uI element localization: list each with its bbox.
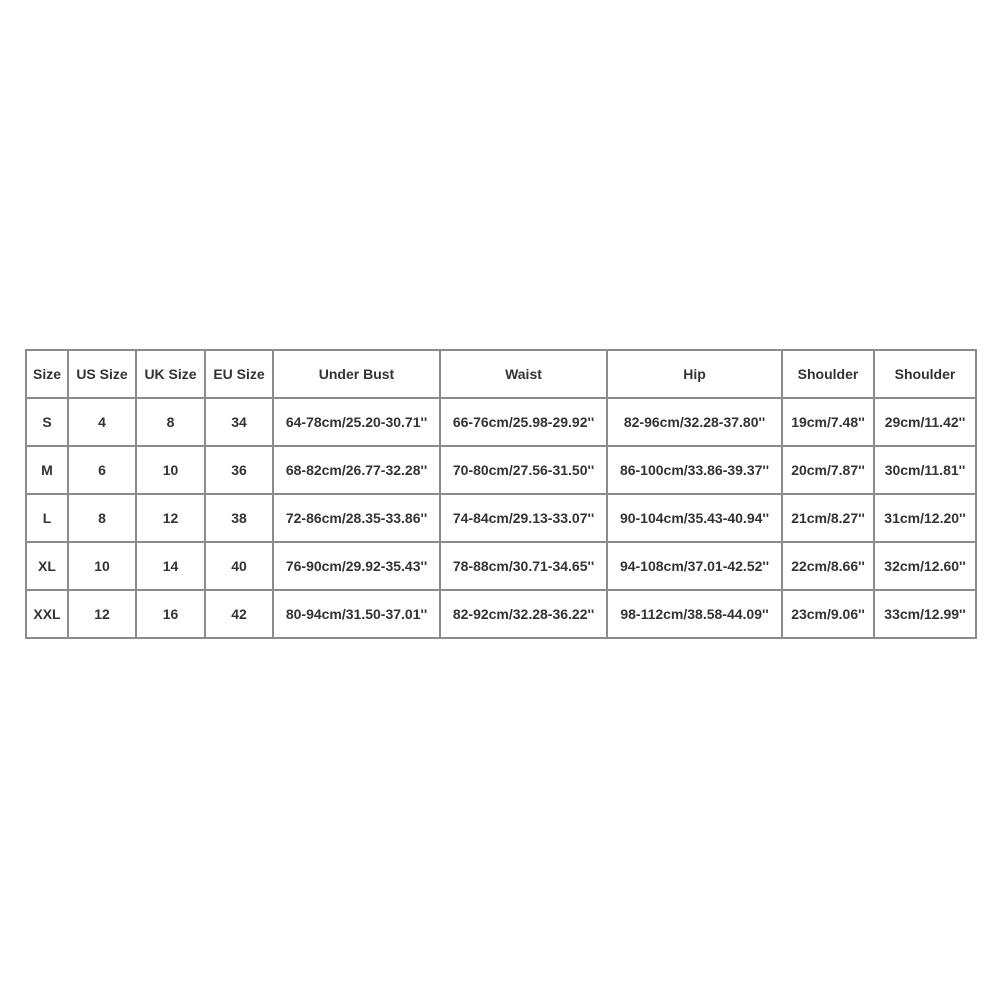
cell-uk-size: 14 [136,542,205,590]
cell-uk-size: 12 [136,494,205,542]
cell-waist: 78-88cm/30.71-34.65'' [440,542,607,590]
size-chart-table [25,349,977,639]
header-uk-size: UK Size [136,350,205,398]
cell-eu-size: 40 [205,542,273,590]
cell-uk-size: 16 [136,590,205,638]
cell-under-bust: 80-94cm/31.50-37.01'' [273,590,440,638]
cell-waist: 66-76cm/25.98-29.92'' [440,398,607,446]
header-hip: Hip [607,350,782,398]
cell-us-size: 4 [68,398,136,446]
cell-eu-size: 42 [205,590,273,638]
table-row [26,494,976,542]
header-us-size: US Size [68,350,136,398]
cell-shoulder: 23cm/9.06'' [782,590,874,638]
header-under-bust: Under Bust [273,350,440,398]
header-waist: Waist [440,350,607,398]
cell-eu-size: 34 [205,398,273,446]
table-row [26,398,976,446]
cell-waist: 70-80cm/27.56-31.50'' [440,446,607,494]
cell-size: S [26,398,68,446]
cell-us-size: 6 [68,446,136,494]
cell-under-bust: 68-82cm/26.77-32.28'' [273,446,440,494]
cell-shoulder-2: 29cm/11.42'' [874,398,976,446]
cell-shoulder-2: 31cm/12.20'' [874,494,976,542]
header-eu-size: EU Size [205,350,273,398]
cell-waist: 82-92cm/32.28-36.22'' [440,590,607,638]
cell-size: XL [26,542,68,590]
cell-shoulder: 20cm/7.87'' [782,446,874,494]
cell-size: L [26,494,68,542]
header-row [26,350,976,398]
cell-under-bust: 72-86cm/28.35-33.86'' [273,494,440,542]
cell-hip: 90-104cm/35.43-40.94'' [607,494,782,542]
cell-us-size: 12 [68,590,136,638]
header-size: Size [26,350,68,398]
cell-shoulder-2: 33cm/12.99'' [874,590,976,638]
cell-hip: 94-108cm/37.01-42.52'' [607,542,782,590]
cell-under-bust: 64-78cm/25.20-30.71'' [273,398,440,446]
cell-hip: 98-112cm/38.58-44.09'' [607,590,782,638]
cell-hip: 82-96cm/32.28-37.80'' [607,398,782,446]
table-row [26,542,976,590]
cell-uk-size: 10 [136,446,205,494]
cell-hip: 86-100cm/33.86-39.37'' [607,446,782,494]
cell-uk-size: 8 [136,398,205,446]
cell-under-bust: 76-90cm/29.92-35.43'' [273,542,440,590]
cell-shoulder: 21cm/8.27'' [782,494,874,542]
cell-eu-size: 38 [205,494,273,542]
cell-shoulder: 22cm/8.66'' [782,542,874,590]
cell-size: M [26,446,68,494]
cell-shoulder: 19cm/7.48'' [782,398,874,446]
cell-waist: 74-84cm/29.13-33.07'' [440,494,607,542]
cell-shoulder-2: 32cm/12.60'' [874,542,976,590]
cell-us-size: 10 [68,542,136,590]
header-shoulder: Shoulder [782,350,874,398]
cell-eu-size: 36 [205,446,273,494]
cell-size: XXL [26,590,68,638]
table-row [26,446,976,494]
table-row [26,590,976,638]
cell-us-size: 8 [68,494,136,542]
header-shoulder-2: Shoulder [874,350,976,398]
cell-shoulder-2: 30cm/11.81'' [874,446,976,494]
